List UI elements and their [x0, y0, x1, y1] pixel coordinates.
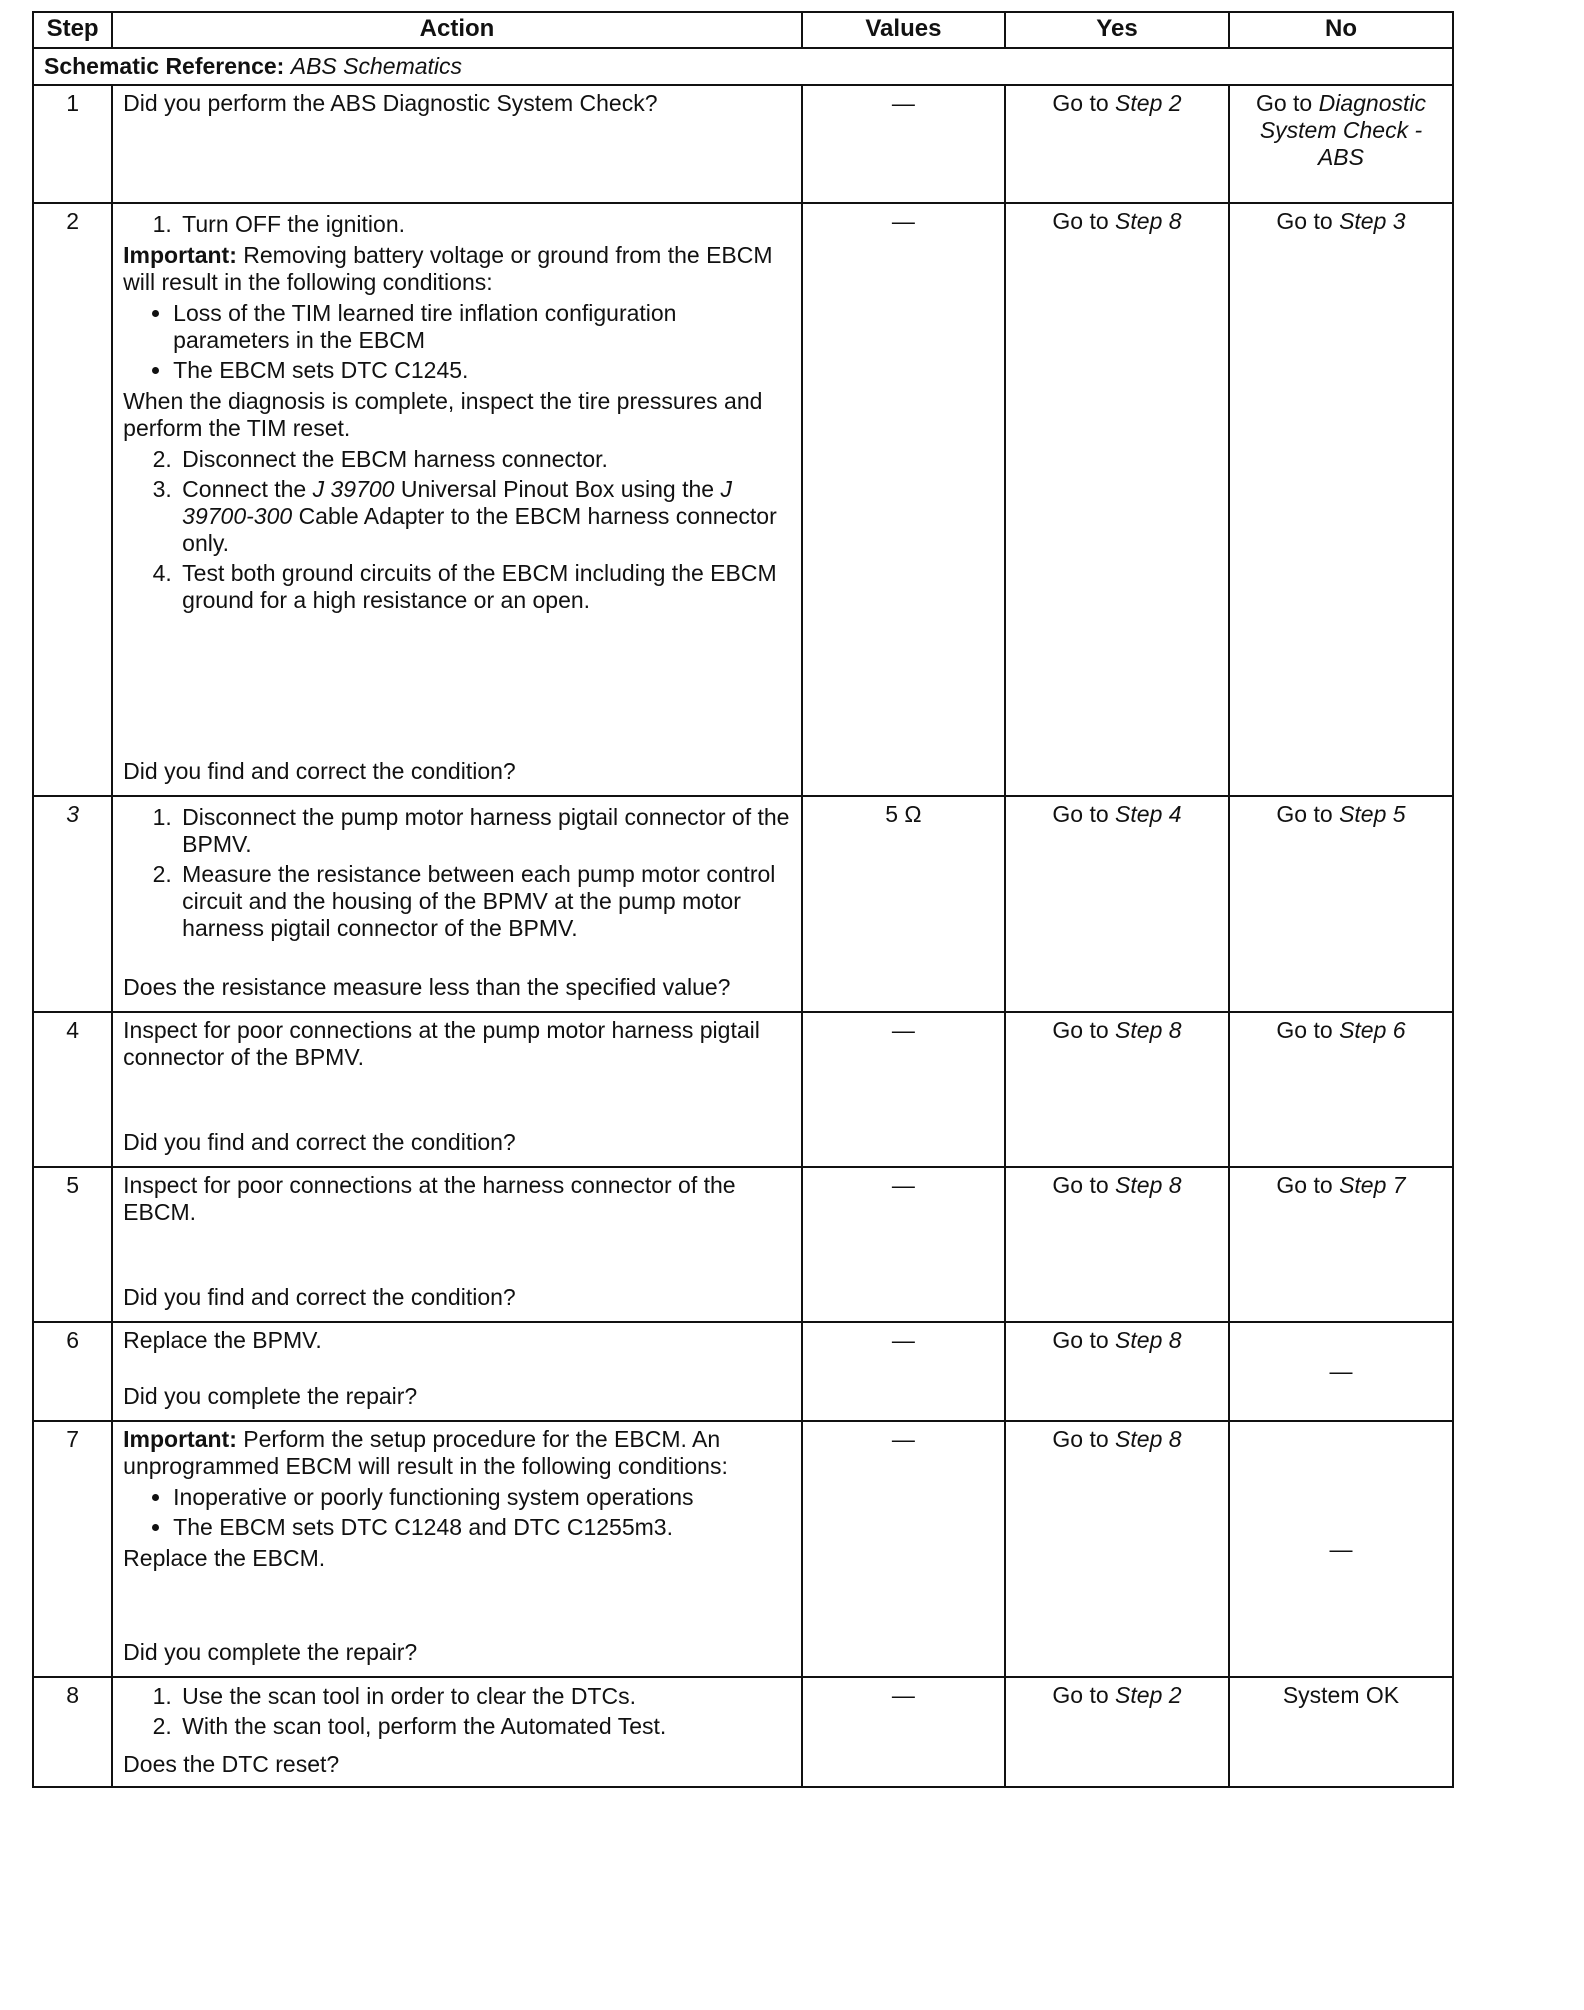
go-to-text: Go to — [1052, 1172, 1109, 1198]
no-cell: System OK — [1229, 1677, 1453, 1787]
yes-step-ref: Step 8 — [1115, 208, 1182, 234]
condition-item: • Inoperative or poorly functioning system operations — [173, 1484, 791, 1511]
question: Did you perform the ABS Diagnostic System Check? — [123, 90, 658, 116]
step-number: 6 — [33, 1322, 112, 1421]
action-steps — [123, 1680, 791, 1743]
yes-cell — [1005, 1012, 1229, 1167]
important-note — [123, 242, 791, 296]
action-text: Inspect for poor connections at the pump motor harness pigtail connector of the BPMV. — [123, 1017, 760, 1070]
value-cell: — — [802, 1012, 1005, 1167]
table-row — [33, 1421, 1453, 1677]
step-number: 4 — [33, 1012, 112, 1167]
go-to-text: Go to — [1052, 1017, 1109, 1043]
yes-cell — [1005, 1167, 1229, 1322]
schematic-label: Schematic Reference: — [44, 53, 285, 79]
table-row — [33, 1012, 1453, 1167]
value-cell: — — [802, 1421, 1005, 1677]
step-number: 2 — [33, 203, 112, 796]
action-step-item: 1. Turn OFF the ignition. — [178, 211, 791, 238]
no-cell — [1229, 1012, 1453, 1167]
value-cell: — — [802, 1322, 1005, 1421]
action-cell — [112, 1167, 802, 1322]
action-step-item: 2. Measure the resistance between each pump motor control circuit and the housing of the BPMV at the pump motor harness pigtail connector of the BPMV. — [178, 861, 791, 942]
question: Did you complete the repair? — [123, 1639, 418, 1665]
action-step-item: 2. With the scan tool, perform the Automated Test. — [178, 1713, 791, 1740]
action-text: Replace the EBCM. — [123, 1545, 326, 1571]
action-cell — [112, 1322, 802, 1421]
action-step-item: 1. Disconnect the pump motor harness pigtail connector of the BPMV. — [178, 804, 791, 858]
action-cell — [112, 85, 802, 203]
no-cell: — — [1229, 1421, 1453, 1677]
yes-step-ref: Step 2 — [1115, 90, 1182, 116]
important-label: Important: — [123, 1426, 237, 1452]
go-to-text: Go to — [1052, 1426, 1109, 1452]
yes-cell — [1005, 1322, 1229, 1421]
table-row — [33, 203, 1453, 796]
table-row — [33, 1167, 1453, 1322]
yes-cell — [1005, 796, 1229, 1012]
no-cell — [1229, 85, 1453, 203]
tool-ref: J 39700-300 — [182, 476, 732, 529]
header-action: Action — [112, 12, 802, 48]
condition-item: • The EBCM sets DTC C1248 and DTC C1255m3. — [173, 1514, 791, 1541]
step-text: Universal Pinout Box using the — [400, 476, 715, 502]
question: Does the DTC reset? — [123, 1751, 340, 1777]
important-label: Important: — [123, 242, 237, 268]
note-text: When the diagnosis is complete, inspect the tire pressures and perform the TIM reset. — [123, 388, 763, 441]
no-cell — [1229, 203, 1453, 796]
step-text: Cable Adapter to the EBCM harness connector only. — [182, 503, 777, 556]
header-values: Values — [802, 12, 1005, 48]
step-text: Connect the — [182, 476, 307, 502]
go-to-text: Go to — [1052, 801, 1109, 827]
go-to-text: Go to — [1052, 208, 1109, 234]
important-note — [123, 1426, 791, 1480]
question: Does the resistance measure less than the specified value? — [123, 974, 731, 1000]
schematic-reference-link: ABS Schematics — [290, 53, 463, 79]
action-step-item: 4. Test both ground circuits of the EBCM including the EBCM ground for a high resistance or an open. — [178, 560, 791, 614]
schematic-row — [33, 48, 1453, 85]
yes-cell — [1005, 85, 1229, 203]
table-row — [33, 85, 1453, 203]
action-cell — [112, 203, 802, 796]
table-row — [33, 796, 1453, 1012]
table-row — [33, 1322, 1453, 1421]
action-cell — [112, 1012, 802, 1167]
value-cell: — — [802, 1677, 1005, 1787]
go-to-text: Go to — [1052, 1682, 1109, 1708]
question: Did you find and correct the condition? — [123, 1284, 516, 1310]
action-cell — [112, 1677, 802, 1787]
yes-step-ref: Step 8 — [1115, 1327, 1182, 1353]
go-to-text: Go to — [1276, 208, 1333, 234]
go-to-text: Go to — [1276, 1017, 1333, 1043]
action-cell — [112, 796, 802, 1012]
yes-step-ref: Step 2 — [1115, 1682, 1182, 1708]
step-number: 5 — [33, 1167, 112, 1322]
no-step-ref: Step 5 — [1339, 801, 1406, 827]
yes-step-ref: Step 8 — [1115, 1172, 1182, 1198]
no-step-ref: Step 3 — [1339, 208, 1406, 234]
action-cell — [112, 1421, 802, 1677]
value-cell: — — [802, 1167, 1005, 1322]
step-number: 7 — [33, 1421, 112, 1677]
go-to-text: Go to — [1276, 1172, 1333, 1198]
header-step: Step — [33, 12, 112, 48]
question: Did you find and correct the condition? — [123, 1129, 516, 1155]
step-number: 1 — [33, 85, 112, 203]
table-row — [33, 1677, 1453, 1787]
no-cell: — — [1229, 1322, 1453, 1421]
action-text: Inspect for poor connections at the harness connector of the EBCM. — [123, 1172, 736, 1225]
important-text: Perform the setup procedure for the EBCM. An unprogrammed EBCM will result in the following conditions: — [123, 1426, 728, 1479]
value-cell: — — [802, 85, 1005, 203]
condition-item: • The EBCM sets DTC C1245. — [173, 357, 791, 384]
no-step-ref: Step 7 — [1339, 1172, 1406, 1198]
action-steps — [123, 211, 791, 238]
action-steps — [123, 801, 791, 945]
header-no: No — [1229, 12, 1453, 48]
go-to-text: Go to — [1052, 90, 1109, 116]
step-number: 3 — [33, 796, 112, 1012]
no-step-ref: Step 6 — [1339, 1017, 1406, 1043]
yes-cell — [1005, 203, 1229, 796]
condition-list — [123, 300, 791, 384]
step-number: 8 — [33, 1677, 112, 1787]
go-to-text: Go to — [1255, 90, 1313, 116]
action-text: Replace the BPMV. — [123, 1327, 322, 1353]
header-row — [33, 12, 1453, 48]
header-yes: Yes — [1005, 12, 1229, 48]
action-step-item: 2. Disconnect the EBCM harness connector. — [178, 446, 791, 473]
no-cell — [1229, 796, 1453, 1012]
condition-item: • Loss of the TIM learned tire inflation configuration parameters in the EBCM — [173, 300, 791, 354]
diagnostic-table — [32, 11, 1454, 1788]
yes-cell — [1005, 1421, 1229, 1677]
action-step-item — [178, 476, 791, 557]
action-step-item: 1. Use the scan tool in order to clear the DTCs. — [178, 1683, 791, 1710]
go-to-text: Go to — [1052, 1327, 1109, 1353]
no-cell — [1229, 1167, 1453, 1322]
action-steps — [123, 446, 791, 614]
no-link-ref: Diagnostic System Check - ABS — [1259, 90, 1426, 170]
value-cell: — — [802, 203, 1005, 796]
go-to-text: Go to — [1276, 801, 1333, 827]
tool-ref: J 39700 — [312, 476, 395, 502]
yes-step-ref: Step 4 — [1115, 801, 1182, 827]
question: Did you complete the repair? — [123, 1383, 418, 1409]
yes-step-ref: Step 8 — [1115, 1017, 1182, 1043]
yes-step-ref: Step 8 — [1115, 1426, 1182, 1452]
value-cell: 5 Ω — [802, 796, 1005, 1012]
question: Did you find and correct the condition? — [123, 758, 516, 784]
yes-cell — [1005, 1677, 1229, 1787]
condition-list — [123, 1484, 791, 1541]
important-text: Removing battery voltage or ground from the EBCM will result in the following conditions: — [123, 242, 773, 295]
